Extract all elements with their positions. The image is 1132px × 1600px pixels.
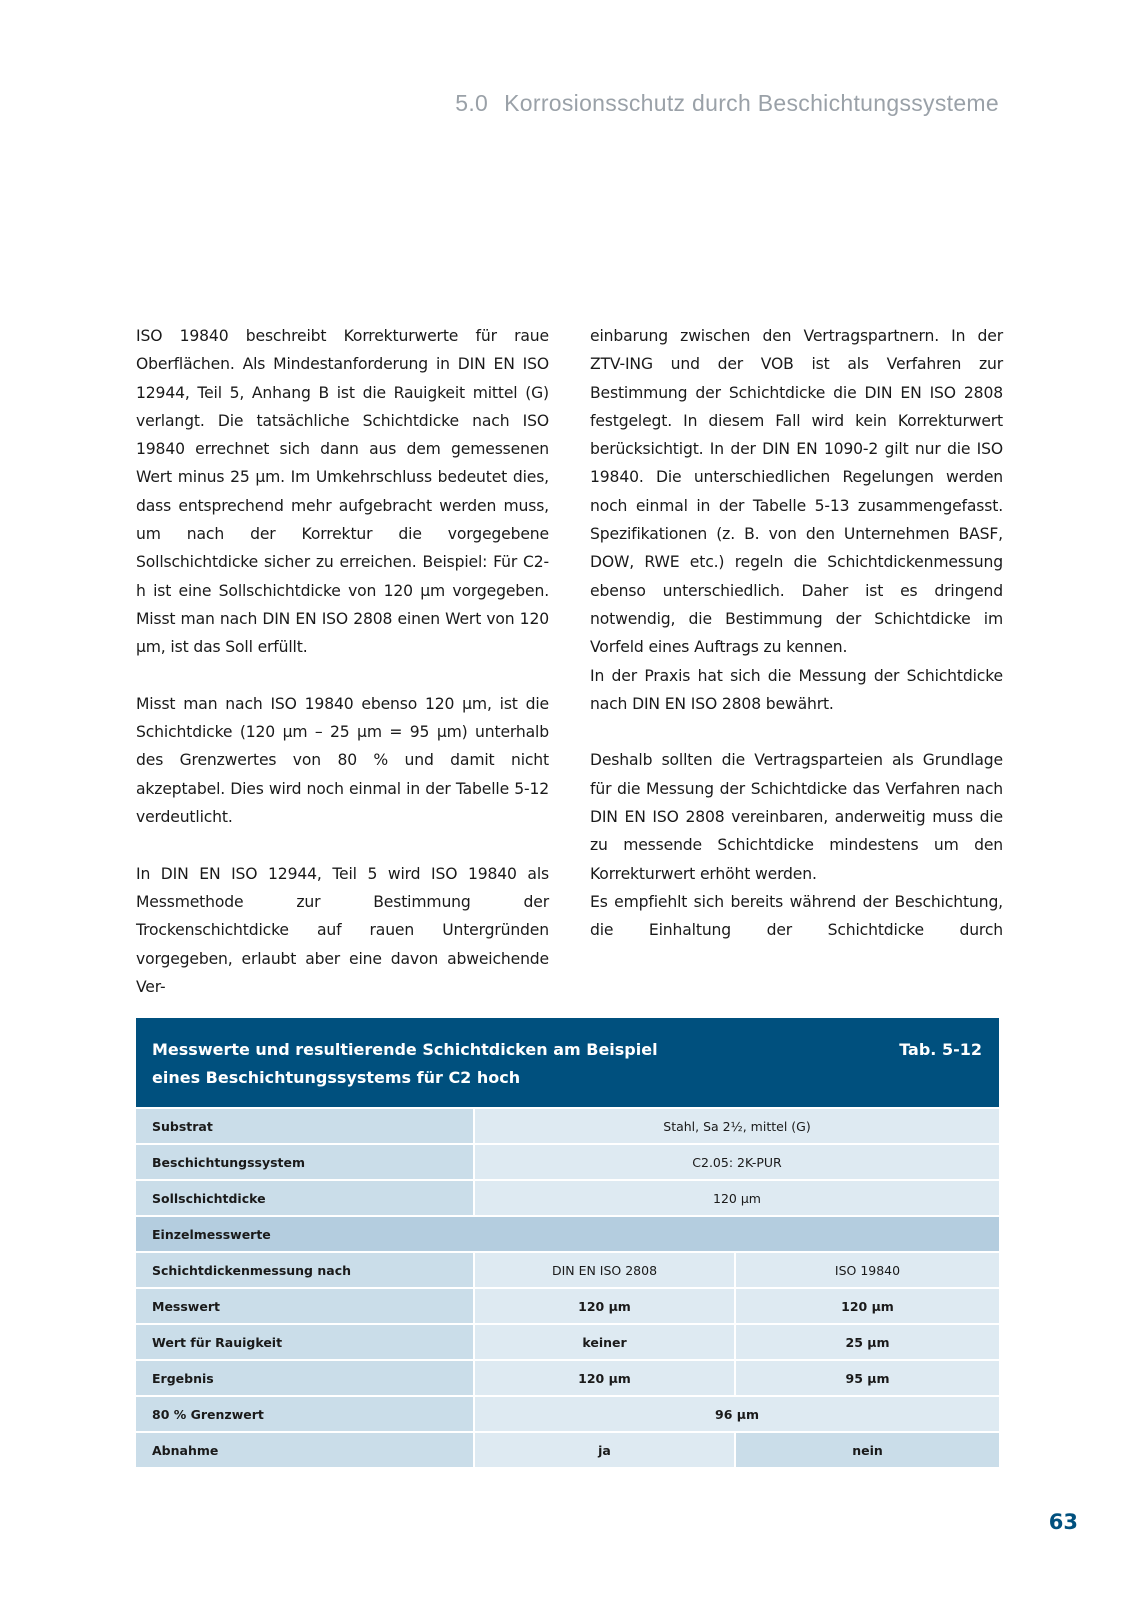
row-value-b: 25 µm [736, 1325, 999, 1359]
paragraph: In der Praxis hat sich die Messung der Schichtdicke nach DIN EN ISO 2808 bewährt. [590, 666, 1003, 713]
paragraph: ISO 19840 beschreibt Korrekturwerte für raue Oberflächen. Als Mindestanforderung in DIN EN ISO 12944, Teil 5, Anhang B ist die Rauigkeit mittel (G) verlangt. Die tatsächliche Schichtdicke nach ISO 19840 errechnet sich dann aus dem gemessenen Wert minus 25 µm. Im Umkehrschluss bedeutet dies, dass entsprechend mehr aufgebracht werden muss, um nach der Korrektur die vorgegebene Sollschichtdicke sicher zu erreichen. Beispiel: Für C2-h ist eine Sollschichtdicke von 120 µm vorgegeben. Misst man nach DIN EN ISO 2808 einen Wert von 120 µm, ist das Soll erfüllt. [136, 327, 549, 657]
row-label: Abnahme [136, 1433, 473, 1467]
section-label: Einzelmesswerte [136, 1217, 999, 1251]
paragraph: Es empfiehlt sich bereits während der Beschichtung, die Einhaltung der Schichtdicke durch [590, 892, 1003, 940]
row-value-a: 120 µm [475, 1361, 734, 1395]
row-value: 96 µm [475, 1397, 999, 1431]
row-value-a: keiner [475, 1325, 734, 1359]
row-value-b: nein [736, 1433, 999, 1467]
running-header [455, 90, 999, 117]
paragraph: Misst man nach ISO 19840 ebenso 120 µm, ist die Schichtdicke (120 µm – 25 µm = 95 µm) unterhalb des Grenzwertes von 80 % und damit nicht akzeptabel. Dies wird noch einmal in der Tabelle 5-12 verdeutlicht. [136, 694, 549, 827]
row-label: Substrat [136, 1109, 473, 1143]
table-title-line: eines Beschichtungssystems für C2 hoch [152, 1068, 521, 1087]
table-row [136, 1145, 999, 1179]
table-row [136, 1325, 999, 1359]
row-label: Sollschichtdicke [136, 1181, 473, 1215]
paragraph: Deshalb sollten die Vertragsparteien als Grundlage für die Messung der Schichtdicke das Verfahren nach DIN EN ISO 2808 vereinbaren, anderweitig muss die zu messende Schichtdicke mindestens um den Korrekturwert erhöht werden. [590, 751, 1003, 883]
table-row [136, 1181, 999, 1215]
table-row [136, 1253, 999, 1287]
right-text-column [590, 322, 1003, 973]
table-row [136, 1289, 999, 1323]
paragraph: einbarung zwischen den Vertragspartnern. In der ZTV-ING und der VOB ist als Verfahren zur Bestimmung der Schichtdicke die DIN EN ISO 2808 festgelegt. In diesem Fall wird kein Korrekturwert berücksichtigt. In der DIN EN 1090-2 gilt nur die ISO 19840. Die unterschiedlichen Regelungen werden noch einmal in der Tabelle 5-13 zusammengefasst. Spezifikationen (z. B. von den Unternehmen BASF, DOW, RWE etc.) regeln die Schichtdickenmessung ebenso unterschiedlich. Daher ist es dringend notwendig, die Bestimmung der Schichtdicke im Vorfeld eines Auftrags zu kennen. [590, 327, 1003, 657]
row-label: Messwert [136, 1289, 473, 1323]
table-number: Tab. 5-12 [899, 1040, 982, 1059]
table-title [152, 1036, 772, 1092]
row-label: Ergebnis [136, 1361, 473, 1395]
table-row [136, 1433, 999, 1467]
row-value-a: 120 µm [475, 1289, 734, 1323]
chapter-title: Korrosionsschutz durch Beschichtungssysteme [504, 90, 999, 116]
row-value: 120 µm [475, 1181, 999, 1215]
row-label: Beschichtungssystem [136, 1145, 473, 1179]
row-value: C2.05: 2K-PUR [475, 1145, 999, 1179]
table-row [136, 1361, 999, 1395]
row-value: Stahl, Sa 2½, mittel (G) [475, 1109, 999, 1143]
row-label: Wert für Rauigkeit [136, 1325, 473, 1359]
paragraph: In DIN EN ISO 12944, Teil 5 wird ISO 19840 als Messmethode zur Bestimmung der Trockenschichtdicke auf rauen Untergründen vorgegeben, erlaubt aber eine davon abweichende Ver- [136, 864, 549, 996]
table-row [136, 1397, 999, 1431]
chapter-number: 5.0 [455, 90, 489, 116]
table-row [136, 1109, 999, 1143]
row-value-b: ISO 19840 [736, 1253, 999, 1287]
row-label: 80 % Grenzwert [136, 1397, 473, 1431]
table-header [136, 1018, 999, 1107]
table-title-line: Messwerte und resultierende Schichtdicken am Beispiel [152, 1040, 658, 1059]
table-section-row [136, 1217, 999, 1251]
data-table [136, 1018, 999, 1467]
row-label: Schichtdickenmessung nach [136, 1253, 473, 1287]
row-value-a: ja [475, 1433, 734, 1467]
row-value-a: DIN EN ISO 2808 [475, 1253, 734, 1287]
row-value-b: 95 µm [736, 1361, 999, 1395]
row-value-b: 120 µm [736, 1289, 999, 1323]
left-text-column [136, 322, 549, 1029]
page-number: 63 [1048, 1510, 1078, 1534]
